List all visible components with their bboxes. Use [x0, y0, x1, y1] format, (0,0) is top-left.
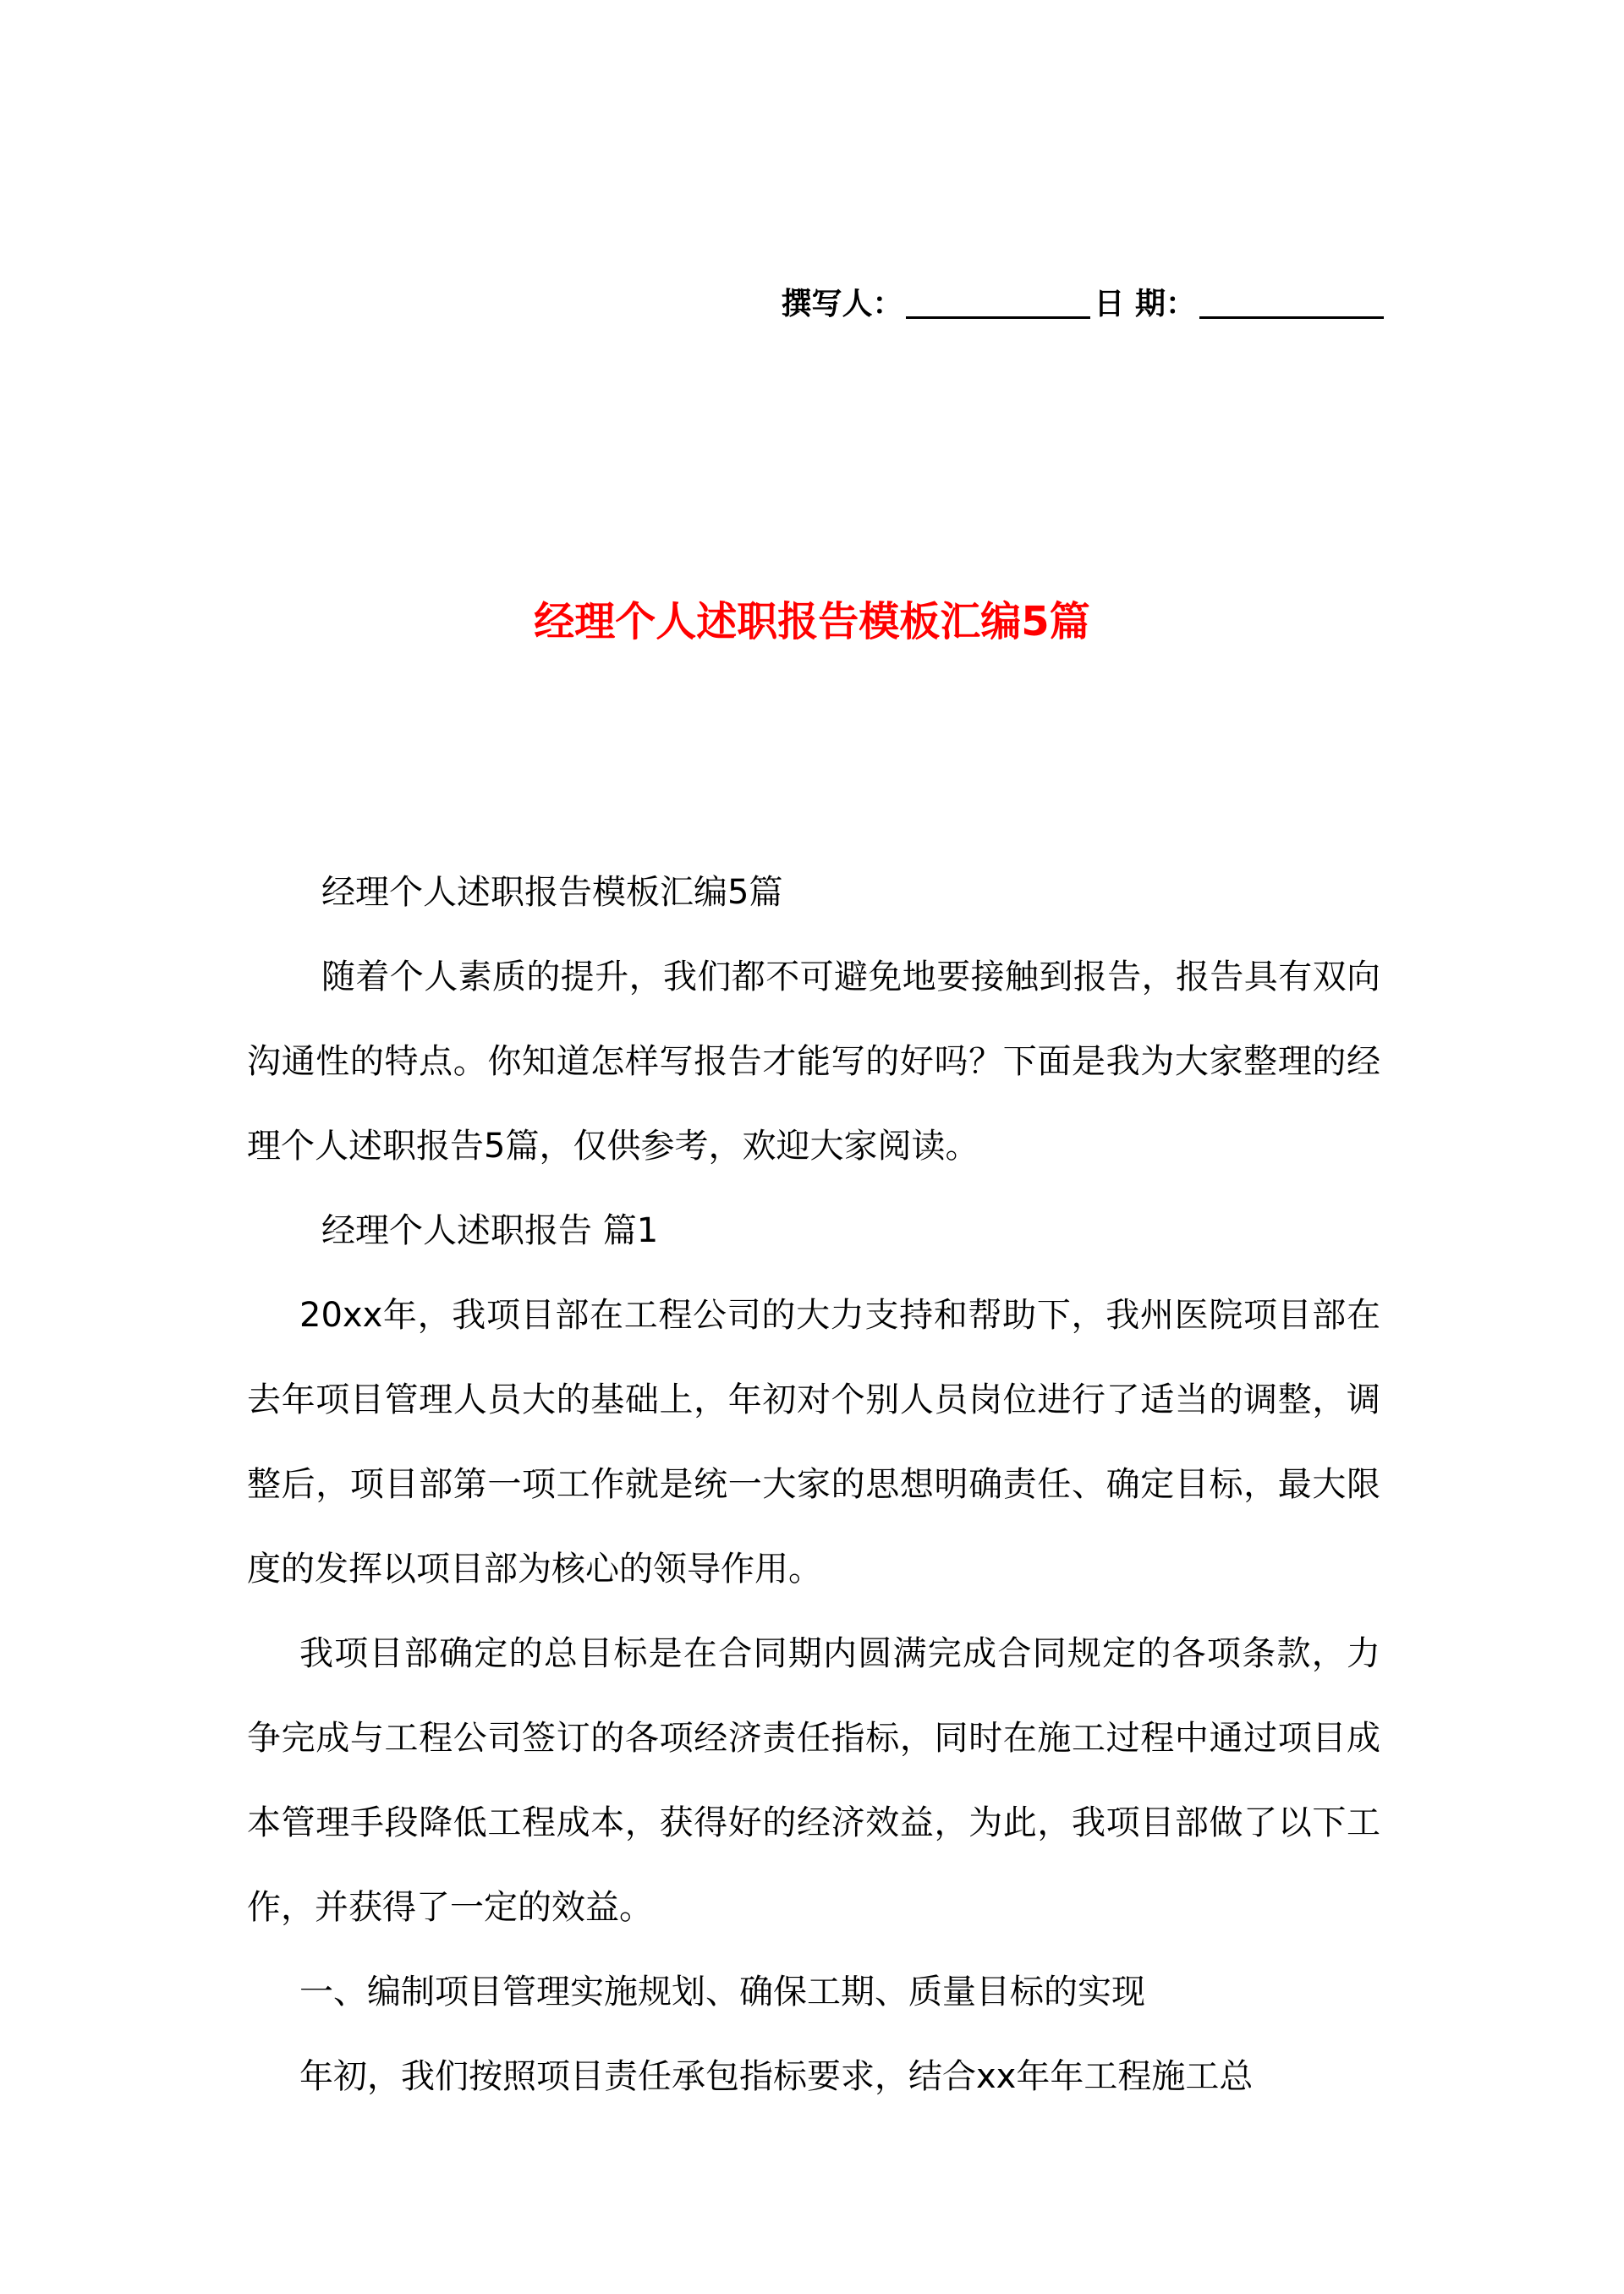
paragraph-subtitle: 经理个人述职报告模板汇编5篇 [321, 873, 783, 912]
paragraph-subheading: 一、编制项目管理实施规划、确保工期、质量目标的实现 [299, 1973, 1145, 2011]
paragraph-body-2: 我项目部确定的总目标是在合同期内圆满完成合同规定的各项条款，力争完成与工程公司签订的各项经济责任指标，同时在施工过程中通过项目成本管理手段降低工程成本，获得好的经济效益，为此，我项目部做了以下工作，并获得了一定的效益。 [247, 1634, 1380, 1927]
date-blank [1199, 283, 1384, 319]
date-label: 日 期： [1094, 287, 1196, 321]
document-body [247, 850, 1380, 2119]
document-title: 经理个人述职报告模板汇编5篇 [534, 598, 1090, 645]
author-label: 撰写人： [781, 287, 903, 321]
paragraph-section-heading: 经理个人述职报告 篇1 [321, 1211, 659, 1250]
paragraph-body-3: 年初，我们按照项目责任承包指标要求，结合xx年年工程施工总 [299, 2057, 1254, 2096]
author-date-line [781, 279, 1387, 330]
paragraph-intro: 随着个人素质的提升，我们都不可避免地要接触到报告，报告具有双向沟通性的特点。你知道怎样写报告才能写的好吗？下面是我为大家整理的经理个人述职报告5篇，仅供参考，欢迎大家阅读。 [247, 958, 1380, 1166]
paragraph-body-1: 20xx年，我项目部在工程公司的大力支持和帮助下，我州医院项目部在去年项目管理人员大的基础上，年初对个别人员岗位进行了适当的调整，调整后，项目部第一项工作就是统一大家的思想明确责任、确定目标，最大限度的发挥以项目部为核心的领导作用。 [247, 1296, 1380, 1589]
author-blank [906, 283, 1090, 319]
